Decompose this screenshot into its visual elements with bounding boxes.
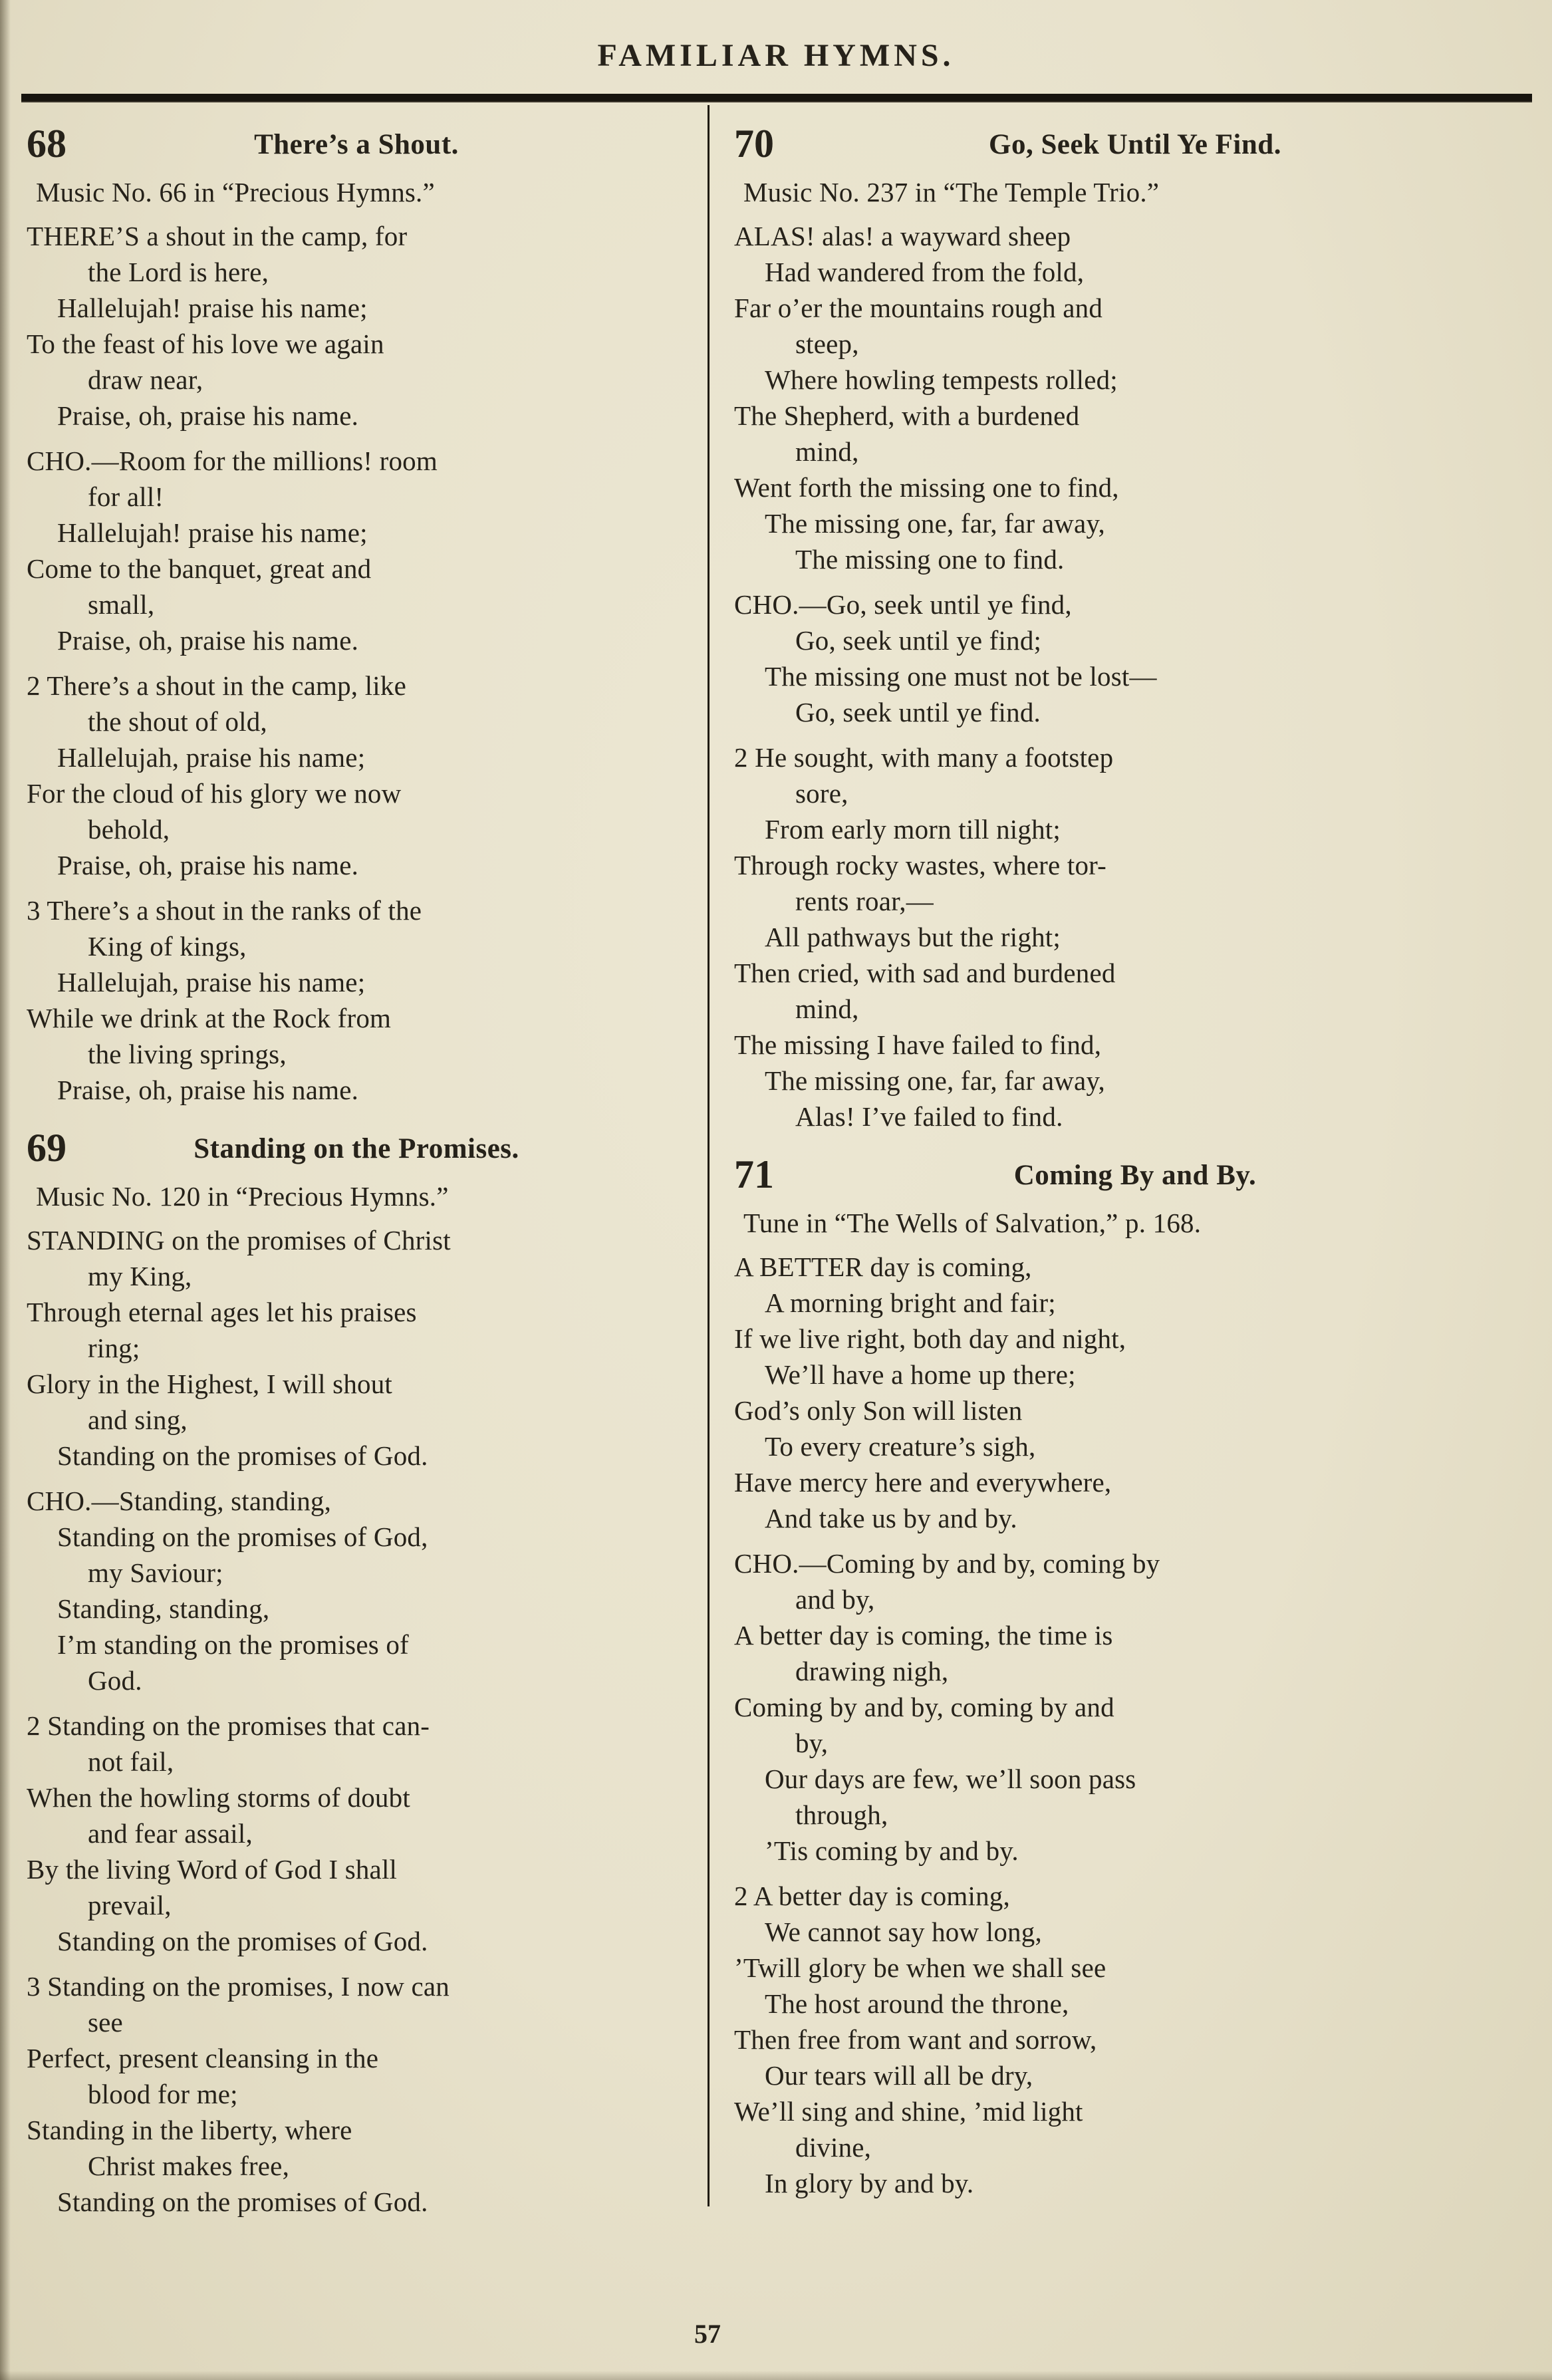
hymn-line: behold, xyxy=(88,814,170,845)
hymn-line: and fear assail, xyxy=(88,1818,253,1849)
hymn-line: Then cried, with sad and burdened xyxy=(734,958,1116,988)
hymn-line: In glory by and by. xyxy=(765,2168,974,2198)
hymn-source-note: Music No. 66 in “Precious Hymns.” xyxy=(36,177,435,207)
hymn-line: The missing one, far, far away, xyxy=(765,1065,1105,1096)
hymn-number: 70 xyxy=(734,122,774,166)
stanza xyxy=(27,218,686,434)
hymn-line: God. xyxy=(88,1665,142,1696)
stanza xyxy=(734,1545,1536,1869)
left-column xyxy=(27,121,686,2229)
hymn-line: Through eternal ages let his praises xyxy=(27,1297,417,1327)
hymn-line: my Saviour; xyxy=(88,1557,223,1588)
hymn-title: There’s a Shout. xyxy=(254,129,459,160)
hymn-line: Standing in the liberty, where xyxy=(27,2115,352,2145)
column-divider xyxy=(708,105,710,2206)
hymn-line: Praise, oh, praise his name. xyxy=(57,1075,359,1105)
hymn-line: prevail, xyxy=(88,1890,172,1920)
hymn-heading xyxy=(27,1125,686,1173)
stanza xyxy=(734,587,1536,730)
hymn-line: Through rocky wastes, where tor- xyxy=(734,850,1107,880)
hymn-line: Went forth the missing one to find, xyxy=(734,472,1119,503)
hymn-line: The missing one, far, far away, xyxy=(765,508,1105,539)
hymn-line: CHO.—Coming by and by, coming by xyxy=(734,1548,1160,1579)
hymn-title: Coming By and By. xyxy=(1013,1160,1257,1191)
hymn-line: We cannot say how long, xyxy=(765,1917,1042,1947)
hymn-line: We’ll sing and shine, ’mid light xyxy=(734,2096,1083,2127)
hymn-line: see xyxy=(88,2007,123,2038)
hymn-line: I’m standing on the promises of xyxy=(57,1629,409,1660)
hymn-line: and sing, xyxy=(88,1404,188,1435)
hymn xyxy=(734,1152,1536,2201)
hymn-line: the shout of old, xyxy=(88,706,267,737)
hymn-line: Where howling tempests rolled; xyxy=(765,364,1118,395)
hymn-line: King of kings, xyxy=(88,931,247,962)
hymn-line: for all! xyxy=(88,481,164,512)
hymn-number: 68 xyxy=(27,122,66,166)
hymn-line: When the howling storms of doubt xyxy=(27,1782,410,1813)
hymn-line: Christ makes free, xyxy=(88,2151,290,2181)
hymn-source-note: Tune in “The Wells of Salvation,” p. 168. xyxy=(743,1208,1202,1238)
hymn-line: steep, xyxy=(795,329,859,359)
hymn-line: The host around the throne, xyxy=(765,1988,1069,2019)
stanza xyxy=(734,218,1536,577)
hymn-line: Have mercy here and everywhere, xyxy=(734,1467,1112,1498)
hymn-heading xyxy=(734,1152,1536,1200)
hymn-line: CHO.—Standing, standing, xyxy=(27,1486,332,1516)
stanza xyxy=(27,1968,686,2220)
hymn-title: Go, Seek Until Ye Find. xyxy=(989,129,1281,160)
hymn-line: All pathways but the right; xyxy=(765,922,1061,952)
hymn-line: If we live right, both day and night, xyxy=(734,1323,1126,1354)
hymn-line: Our tears will all be dry, xyxy=(765,2060,1033,2091)
hymn-line: By the living Word of God I shall xyxy=(27,1854,398,1885)
hymn-line: 3 Standing on the promises, I now can xyxy=(27,1971,450,2002)
hymn-line: mind, xyxy=(795,993,859,1024)
hymn-line: ring; xyxy=(88,1333,140,1363)
hymn-line: through, xyxy=(795,1799,888,1830)
hymn-line: A better day is coming, the time is xyxy=(734,1620,1113,1651)
hymn-heading xyxy=(734,121,1536,169)
hymn-line: Coming by and by, coming by and xyxy=(734,1692,1114,1722)
hymn-line: ’Tis coming by and by. xyxy=(765,1835,1019,1866)
hymn-heading xyxy=(27,121,686,169)
column-gap xyxy=(686,121,734,2229)
hymn-line: Standing on the promises of God. xyxy=(57,2186,428,2217)
hymn-line: A BETTER day is coming, xyxy=(734,1252,1032,1282)
stanza xyxy=(27,1483,686,1698)
hymn-columns xyxy=(0,102,1552,2229)
hymn-line: divine, xyxy=(795,2132,872,2163)
hymn-line: Hallelujah! praise his name; xyxy=(57,517,368,548)
hymn-line: A morning bright and fair; xyxy=(765,1287,1056,1318)
hymn-line: small, xyxy=(88,589,155,620)
hymn xyxy=(27,121,686,1108)
hymn-number: 69 xyxy=(27,1126,66,1170)
hymn-line: While we drink at the Rock from xyxy=(27,1003,392,1033)
hymn-line: Our days are few, we’ll soon pass xyxy=(765,1764,1136,1794)
hymn-line: The missing one must not be lost— xyxy=(765,661,1157,692)
hymn-line: Alas! I’ve failed to find. xyxy=(795,1101,1063,1132)
hymn-line: And take us by and by. xyxy=(765,1503,1017,1533)
stanza xyxy=(734,1249,1536,1536)
hymn xyxy=(734,121,1536,1134)
stanza xyxy=(27,1222,686,1474)
page-bottom-shadow xyxy=(0,2371,1552,2380)
hymn-line: Go, seek until ye find; xyxy=(795,625,1042,656)
hymn-line: Come to the banquet, great and xyxy=(27,553,372,584)
hymn-line: 2 A better day is coming, xyxy=(734,1881,1010,1911)
hymn-line: 2 He sought, with many a footstep xyxy=(734,742,1114,773)
hymn-line: not fail, xyxy=(88,1746,174,1777)
hymn-line: drawing nigh, xyxy=(795,1656,949,1686)
stanza xyxy=(27,668,686,883)
hymn-line: Standing on the promises of God. xyxy=(57,1926,428,1956)
stanza xyxy=(734,1878,1536,2201)
hymn-source-note: Music No. 237 in “The Temple Trio.” xyxy=(743,177,1160,207)
hymn-line: Hallelujah, praise his name; xyxy=(57,742,366,773)
hymn-line: The missing I have failed to find, xyxy=(734,1029,1102,1060)
hymn-line: The Shepherd, with a burdened xyxy=(734,400,1080,431)
hymn-line: Then free from want and sorrow, xyxy=(734,2024,1097,2055)
hymn-line: Praise, oh, praise his name. xyxy=(57,400,359,431)
hymn-line: ’Twill glory be when we shall see xyxy=(734,1952,1106,1983)
page-number: 57 xyxy=(694,2319,721,2349)
hymn-line: To every creature’s sigh, xyxy=(765,1431,1036,1462)
hymn-line: the Lord is here, xyxy=(88,257,269,287)
stanza xyxy=(27,1708,686,1959)
hymn-line: Go, seek until ye find. xyxy=(795,697,1041,727)
hymn-line: Praise, oh, praise his name. xyxy=(57,625,359,656)
hymn-line: From early morn till night; xyxy=(765,814,1061,845)
hymn-line: For the cloud of his glory we now xyxy=(27,778,402,809)
hymn-line: To the feast of his love we again xyxy=(27,329,384,359)
stanza xyxy=(27,892,686,1108)
hymn-line: Hallelujah, praise his name; xyxy=(57,967,366,997)
hymn-line: blood for me; xyxy=(88,2079,238,2109)
hymn-line: THERE’S a shout in the camp, for xyxy=(27,221,408,251)
hymn-line: 2 There’s a shout in the camp, like xyxy=(27,670,406,701)
hymn-line: sore, xyxy=(795,778,848,809)
hymn-line: God’s only Son will listen xyxy=(734,1395,1023,1426)
right-column xyxy=(734,121,1536,2229)
hymn-line: draw near, xyxy=(88,364,203,395)
hymn-line: STANDING on the promises of Christ xyxy=(27,1225,451,1256)
hymn-line: by, xyxy=(795,1728,829,1758)
hymn-line: Perfect, present cleansing in the xyxy=(27,2043,379,2073)
hymn-line: Standing on the promises of God, xyxy=(57,1521,428,1552)
hymn-line: Hallelujah! praise his name; xyxy=(57,293,368,323)
hymn-line: The missing one to find. xyxy=(795,544,1065,575)
hymn-line: Standing, standing, xyxy=(57,1593,270,1624)
hymn-line: 2 Standing on the promises that can- xyxy=(27,1710,430,1741)
hymn-line: and by, xyxy=(795,1584,875,1615)
hymn-line: Standing on the promises of God. xyxy=(57,1440,428,1471)
hymn-line: mind, xyxy=(795,436,859,467)
hymn-title: Standing on the Promises. xyxy=(194,1133,519,1164)
hymn-number: 71 xyxy=(734,1152,774,1196)
hymn-line: the living springs, xyxy=(88,1039,287,1069)
hymn-line: Glory in the Highest, I will shout xyxy=(27,1369,393,1399)
stanza xyxy=(27,443,686,658)
hymn-line: my King, xyxy=(88,1261,192,1291)
hymn-line: CHO.—Room for the millions! room xyxy=(27,446,438,476)
hymn xyxy=(27,1125,686,2220)
hymn-line: Had wandered from the fold, xyxy=(765,257,1085,287)
hymn-line: Praise, oh, praise his name. xyxy=(57,850,359,880)
stanza xyxy=(734,739,1536,1134)
hymn-line: ALAS! alas! a wayward sheep xyxy=(734,221,1071,251)
hymn-line: We’ll have a home up there; xyxy=(765,1359,1076,1390)
page-header: FAMILIAR HYMNS. xyxy=(597,38,955,73)
hymn-line: rents roar,— xyxy=(795,886,934,916)
hymn-line: 3 There’s a shout in the ranks of the xyxy=(27,895,422,926)
hymn-line: Far o’er the mountains rough and xyxy=(734,293,1103,323)
hymn-source-note: Music No. 120 in “Precious Hymns.” xyxy=(36,1181,449,1212)
header-rule xyxy=(21,94,1532,102)
hymn-line: CHO.—Go, seek until ye find, xyxy=(734,589,1072,620)
